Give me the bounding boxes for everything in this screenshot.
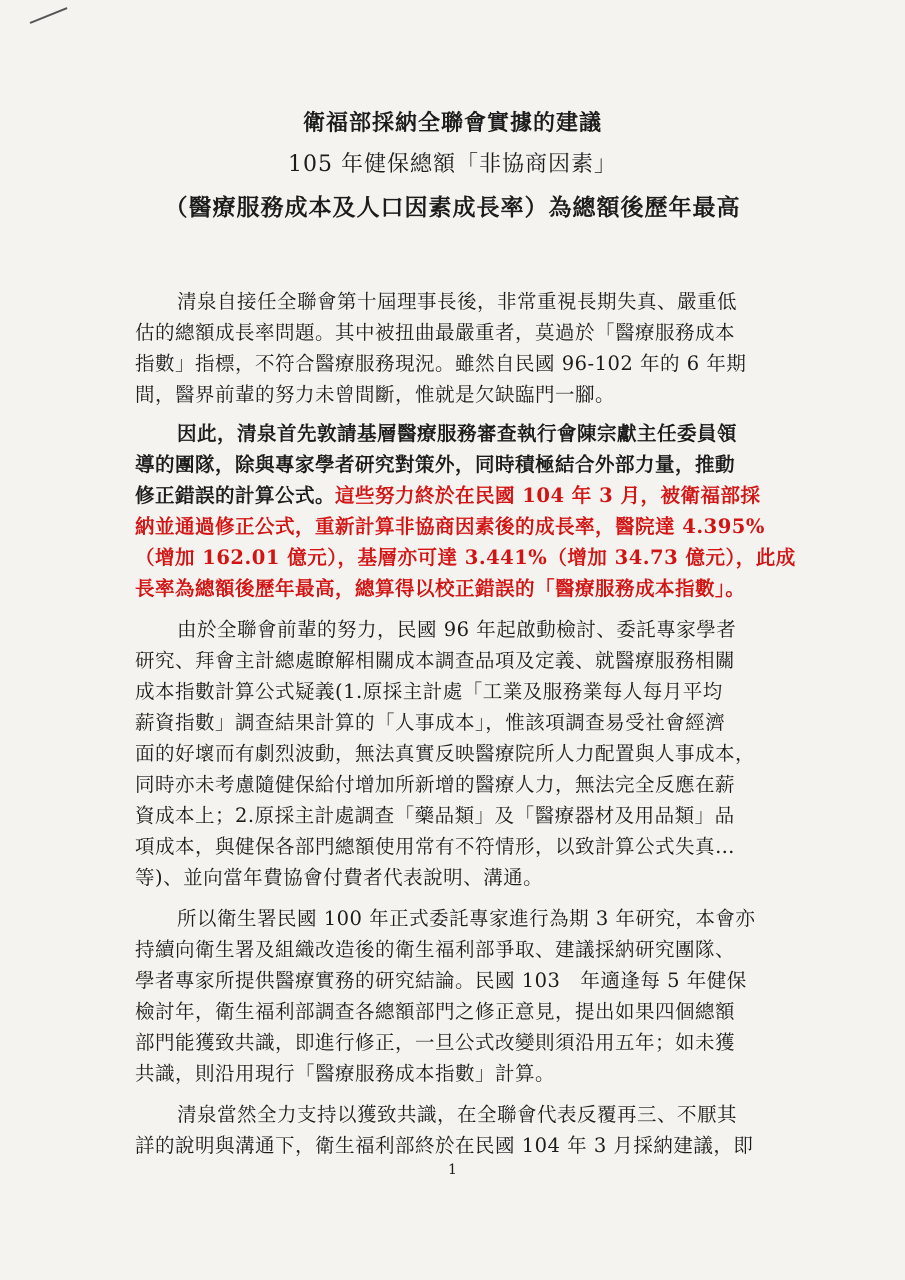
paragraph-line: 詳的說明與溝通下，衛生福利部終於在民國 104 年 3 月採納建議，即 bbox=[135, 1134, 754, 1157]
paragraph-line: 薪資指數」調查結果計算的「人事成本」，惟該項調查易受社會經濟 bbox=[135, 711, 726, 734]
paragraph-line: 項成本，與健保各部門總額使用常有不符情形，以致計算公式失真… bbox=[135, 835, 736, 858]
paragraph-line: 由於全聯會前輩的努力，民國 96 年起啟動檢討、委託專家學者 bbox=[177, 618, 737, 641]
page-number: 1 bbox=[448, 1162, 457, 1178]
paragraph-line: 部門能獲致共識，即進行修正，一旦公式改變則須沿用五年；如未獲 bbox=[135, 1031, 736, 1054]
paragraph-line: 等)、並向當年費協會付費者代表說明、溝通。 bbox=[135, 866, 544, 889]
title-line-2: 105 年健保總額「非協商因素」 bbox=[288, 152, 617, 177]
red-highlight-text: 這些努力終於在民國 104 年 3 月，被衛福部採 bbox=[335, 484, 761, 507]
paragraph-line: 導的團隊，除與專家學者研究對策外，同時積極結合外部力量，推動 bbox=[135, 453, 736, 476]
paragraph-line: 清泉自接任全聯會第十屆理事長後，非常重視長期失真、嚴重低 bbox=[177, 290, 738, 313]
paragraph-3 bbox=[135, 614, 775, 893]
paragraph-line: 學者專家所提供醫療實務的研究結論。民國 103 年適逢每 5 年健保 bbox=[135, 969, 747, 992]
paragraph-4 bbox=[135, 903, 775, 1089]
red-highlight-line: 長率為總額後歷年最高，總算得以校正錯誤的「醫療服務成本指數」。 bbox=[135, 577, 746, 600]
paragraph-line: 清泉當然全力支持以獲致共識，在全聯會代表反覆再三、不厭其 bbox=[177, 1103, 738, 1126]
black-text: 修正錯誤的計算公式。 bbox=[135, 484, 336, 507]
paragraph-line-mixed bbox=[135, 480, 775, 511]
paragraph-line: 估的總額成長率問題。其中被扭曲最嚴重者，莫過於「醫療服務成本 bbox=[135, 321, 736, 344]
paragraph-5 bbox=[135, 1099, 775, 1161]
paragraph-1 bbox=[135, 286, 775, 410]
paragraph-line: 間，醫界前輩的努力未曾間斷，惟就是欠缺臨門一腳。 bbox=[135, 383, 616, 406]
paragraph-line: 研究、拜會主計總處瞭解相關成本調查品項及定義、就醫療服務相關 bbox=[135, 649, 736, 672]
paragraph-line: 指數」指標，不符合醫療服務現況。雖然自民國 96-102 年的 6 年期 bbox=[135, 352, 747, 375]
red-highlight-line: （增加 162.01 億元），基層亦可達 3.441%（增加 34.73 億元），此成 bbox=[135, 546, 796, 569]
paragraph-2 bbox=[135, 418, 796, 604]
paragraph-line: 成本指數計算公式疑義(1.原採主計處「工業及服務業每人每月平均 bbox=[135, 680, 723, 703]
scan-pen-mark bbox=[30, 7, 68, 24]
paragraph-line: 資成本上；2.原採主計處調查「藥品類」及「醫療器材及用品類」品 bbox=[135, 804, 735, 827]
paragraph-line: 共識，則沿用現行「醫療服務成本指數」計算。 bbox=[135, 1062, 556, 1085]
paragraph-line: 持續向衛生署及組織改造後的衛生福利部爭取、建議採納研究團隊、 bbox=[135, 938, 736, 961]
title-line-3: （醫療服務成本及人口因素成長率）為總額後歷年最高 bbox=[164, 194, 741, 221]
paragraph-line: 所以衛生署民國 100 年正式委託專家進行為期 3 年研究，本會亦 bbox=[177, 907, 756, 930]
title-line-1: 衛福部採納全聯會實據的建議 bbox=[302, 110, 602, 136]
paragraph-line: 面的好壞而有劇烈波動，無法真實反映醫療院所人力配置與人事成本， bbox=[135, 742, 756, 765]
red-highlight-line: 納並通過修正公式，重新計算非協商因素後的成長率，醫院達 4.395% bbox=[135, 515, 765, 538]
paragraph-line: 檢討年，衛生福利部調查各總額部門之修正意見，提出如果四個總額 bbox=[135, 1000, 736, 1023]
paragraph-line: 同時亦未考慮隨健保給付增加所新增的醫療人力，無法完全反應在薪 bbox=[135, 773, 736, 796]
paragraph-line: 因此，清泉首先敦請基層醫療服務審查執行會陳宗獻主任委員領 bbox=[177, 422, 738, 445]
